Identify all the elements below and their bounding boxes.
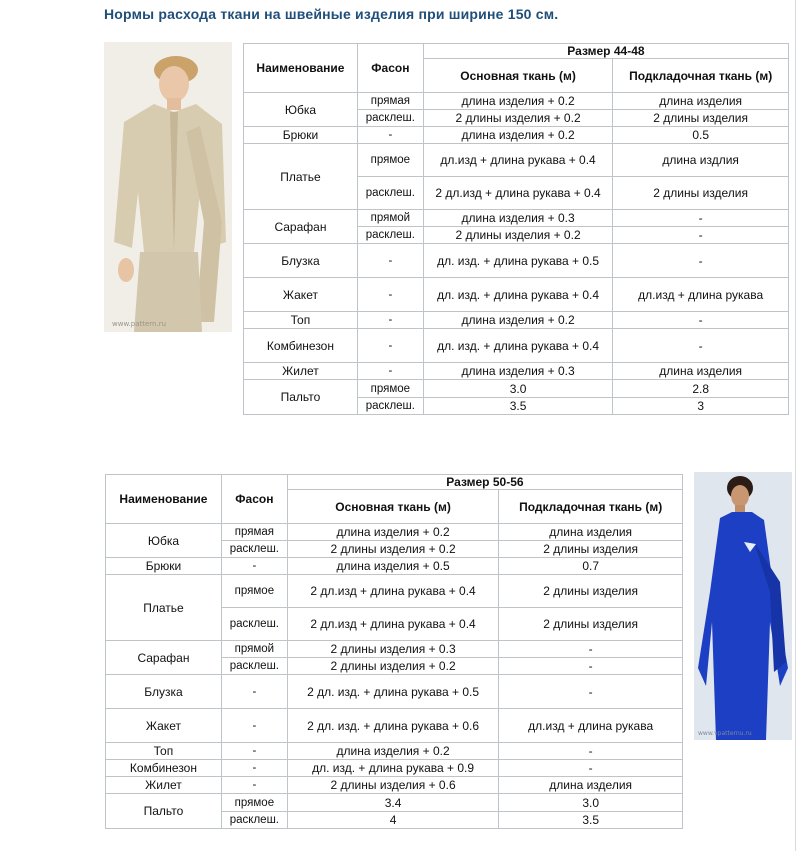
row-lining: - [499, 760, 683, 777]
row-fason: прямая [221, 524, 287, 541]
row-main: 2 длины изделия + 0.2 [423, 227, 612, 244]
row-fason: прямое [357, 144, 423, 177]
row-lining: - [499, 675, 683, 709]
row-lining: длина издлия [613, 144, 789, 177]
right-edge-divider [795, 0, 796, 851]
row-lining: дл.изд + длина рукава [613, 278, 789, 312]
row-lining: - [613, 329, 789, 363]
row-lining: дл.изд + длина рукава [499, 709, 683, 743]
header-name: Наименование [106, 475, 222, 524]
row-lining: - [499, 641, 683, 658]
row-name: Платье [106, 575, 222, 641]
header-name: Наименование [244, 44, 358, 93]
row-fason: - [221, 760, 287, 777]
row-fason: - [357, 363, 423, 380]
fabric-norms-table-50-56 [105, 474, 683, 829]
row-main: 2 дл. изд. + длина рукава + 0.6 [287, 709, 498, 743]
row-fason: - [221, 743, 287, 760]
row-main: дл. изд. + длина рукава + 0.4 [423, 329, 612, 363]
header-size: Размер 44-48 [423, 44, 788, 59]
row-name: Блузка [244, 244, 358, 278]
row-main: 2 дл.изд + длина рукава + 0.4 [287, 575, 498, 608]
row-main: 2 дл.изд + длина рукава + 0.4 [423, 177, 612, 210]
row-lining: 2.8 [613, 380, 789, 398]
header-fason: Фасон [357, 44, 423, 93]
row-fason: расклеш. [357, 110, 423, 127]
row-main: дл. изд. + длина рукава + 0.4 [423, 278, 612, 312]
row-fason: расклеш. [357, 177, 423, 210]
row-name: Пальто [106, 794, 222, 829]
row-name: Топ [244, 312, 358, 329]
row-fason: - [357, 278, 423, 312]
row-lining: длина изделия [499, 524, 683, 541]
row-fason: - [221, 558, 287, 575]
row-main: длина изделия + 0.2 [423, 127, 612, 144]
row-fason: - [357, 244, 423, 278]
row-main: 2 длины изделия + 0.2 [287, 658, 498, 675]
row-lining: длина изделия [613, 93, 789, 110]
row-lining: - [613, 210, 789, 227]
row-main: длина изделия + 0.3 [423, 210, 612, 227]
row-lining: 3 [613, 398, 789, 415]
header-main-fabric: Основная ткань (м) [287, 490, 498, 524]
row-name: Платье [244, 144, 358, 210]
beige-suit-photo [104, 42, 232, 332]
row-fason: прямое [357, 380, 423, 398]
row-lining: 3.5 [499, 812, 683, 829]
bottom-photo-watermark: www.vpatternu.ru [698, 730, 752, 737]
row-name: Сарафан [106, 641, 222, 675]
header-lining-fabric: Подкладочная ткань (м) [499, 490, 683, 524]
top-photo-watermark: www.pattern.ru [112, 320, 167, 328]
row-name: Жилет [244, 363, 358, 380]
row-fason: прямое [221, 794, 287, 812]
row-fason: прямой [357, 210, 423, 227]
row-name: Топ [106, 743, 222, 760]
row-main: 2 дл. изд. + длина рукава + 0.5 [287, 675, 498, 709]
row-name: Пальто [244, 380, 358, 415]
row-main: длина изделия + 0.2 [423, 312, 612, 329]
row-main: 3.4 [287, 794, 498, 812]
row-lining: 2 длины изделия [499, 608, 683, 641]
row-fason: расклеш. [221, 812, 287, 829]
row-lining: длина изделия [613, 363, 789, 380]
row-main: дл. изд. + длина рукава + 0.5 [423, 244, 612, 278]
row-main: длина изделия + 0.5 [287, 558, 498, 575]
row-lining: 2 длины изделия [499, 575, 683, 608]
row-name: Комбинезон [106, 760, 222, 777]
row-lining: - [613, 312, 789, 329]
row-main: 2 длины изделия + 0.2 [423, 110, 612, 127]
row-fason: - [221, 709, 287, 743]
row-main: длина изделия + 0.3 [423, 363, 612, 380]
row-lining: 0.7 [499, 558, 683, 575]
row-fason: - [221, 675, 287, 709]
row-fason: расклеш. [357, 398, 423, 415]
row-fason: - [357, 127, 423, 144]
row-fason: расклеш. [221, 658, 287, 675]
row-name: Комбинезон [244, 329, 358, 363]
row-lining: - [613, 244, 789, 278]
row-fason: расклеш. [221, 608, 287, 641]
row-fason: расклеш. [357, 227, 423, 244]
row-main: дл.изд + длина рукава + 0.4 [423, 144, 612, 177]
row-main: 2 длины изделия + 0.6 [287, 777, 498, 794]
header-size: Размер 50-56 [287, 475, 682, 490]
row-name: Юбка [106, 524, 222, 558]
header-main-fabric: Основная ткань (м) [423, 59, 612, 93]
row-name: Сарафан [244, 210, 358, 244]
row-main: дл. изд. + длина рукава + 0.9 [287, 760, 498, 777]
row-fason: прямая [357, 93, 423, 110]
row-name: Брюки [106, 558, 222, 575]
row-fason: прямой [221, 641, 287, 658]
row-lining: - [499, 743, 683, 760]
row-name: Юбка [244, 93, 358, 127]
row-fason: прямое [221, 575, 287, 608]
header-fason: Фасон [221, 475, 287, 524]
row-name: Брюки [244, 127, 358, 144]
row-main: 2 длины изделия + 0.3 [287, 641, 498, 658]
row-main: 2 дл.изд + длина рукава + 0.4 [287, 608, 498, 641]
fabric-norms-table-44-48 [243, 43, 789, 415]
row-name: Жакет [106, 709, 222, 743]
header-lining-fabric: Подкладочная ткань (м) [613, 59, 789, 93]
row-fason: - [357, 329, 423, 363]
row-lining: 3.0 [499, 794, 683, 812]
row-lining: 0.5 [613, 127, 789, 144]
row-lining: 2 длины изделия [613, 110, 789, 127]
row-lining: длина изделия [499, 777, 683, 794]
row-lining: 2 длины изделия [613, 177, 789, 210]
row-main: длина изделия + 0.2 [287, 743, 498, 760]
row-main: 3.5 [423, 398, 612, 415]
row-main: 2 длины изделия + 0.2 [287, 541, 498, 558]
row-lining: 2 длины изделия [499, 541, 683, 558]
row-fason: - [221, 777, 287, 794]
row-main: 3.0 [423, 380, 612, 398]
row-fason: - [357, 312, 423, 329]
page-title: Нормы расхода ткани на швейные изделия при ширине 150 см. [104, 6, 559, 22]
row-lining: - [499, 658, 683, 675]
row-main: длина изделия + 0.2 [423, 93, 612, 110]
row-fason: расклеш. [221, 541, 287, 558]
row-lining: - [613, 227, 789, 244]
blue-dress-photo [694, 472, 792, 740]
row-name: Жакет [244, 278, 358, 312]
row-name: Жилет [106, 777, 222, 794]
row-main: 4 [287, 812, 498, 829]
row-main: длина изделия + 0.2 [287, 524, 498, 541]
row-name: Блузка [106, 675, 222, 709]
